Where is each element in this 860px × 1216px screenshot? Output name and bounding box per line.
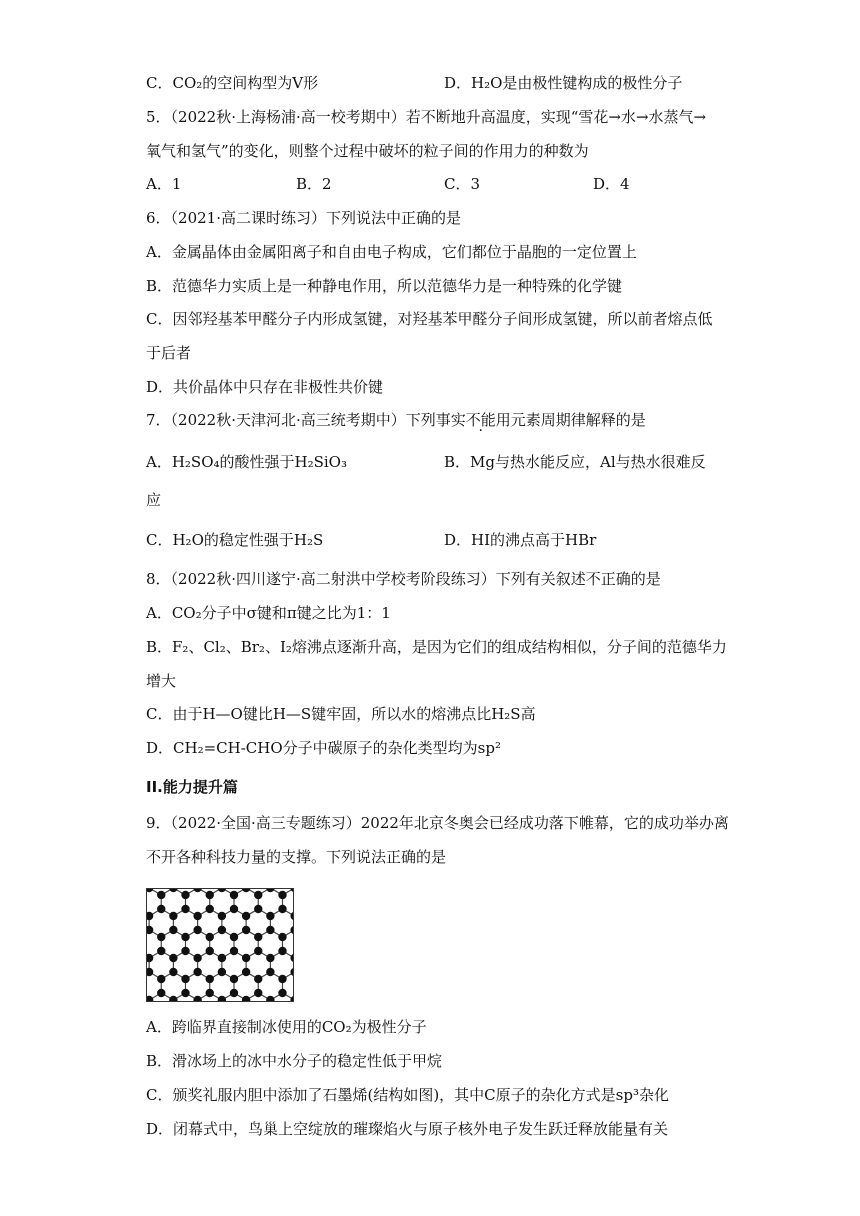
carbon-atom	[218, 954, 226, 962]
q9-option-c: C．颁奖礼服内胆中添加了石墨烯(结构如图)，其中C原子的杂化方式是sp³杂化	[146, 1086, 669, 1104]
carbon-atom	[181, 905, 189, 913]
carbon-atom	[157, 891, 165, 899]
carbon-atom	[218, 968, 226, 976]
carbon-atom	[242, 889, 250, 892]
carbon-atom	[193, 968, 201, 976]
q8-option-d: D．CH₂=CH-CHO分子中碳原子的杂化类型均为sp²	[146, 739, 501, 757]
section-heading: II.能力提升篇	[146, 778, 238, 796]
q7-option-c: C．H₂O的稳定性强于H₂S	[146, 531, 324, 549]
q5-option-a: A．1	[146, 175, 182, 193]
graphene-lattice-svg	[147, 889, 293, 1001]
q7-stem	[146, 410, 646, 430]
carbon-atom	[254, 891, 262, 899]
carbon-atom	[193, 954, 201, 962]
carbon-atom	[278, 975, 286, 983]
carbon-atom	[266, 996, 274, 1001]
q4-option-c: C．CO₂的空间构型为V形	[146, 74, 319, 92]
carbon-atom	[266, 968, 274, 976]
q9-stem-line-1: 9．（2022·全国·高三专题练习）2022年北京冬奥会已经成功落下帷幕，它的成功举办离	[146, 814, 729, 832]
q8-stem: 8．（2022秋·四川遂宁·高二射洪中学校考阶段练习）下列有关叙述不正确的是	[146, 570, 661, 588]
carbon-atom	[147, 968, 153, 976]
carbon-atom	[230, 891, 238, 899]
q6-option-b: B．范德华力实质上是一种静电作用，所以范德华力是一种特殊的化学键	[146, 277, 623, 295]
q6-option-c-line-1: C．因邻羟基苯甲醛分子内形成氢键，对羟基苯甲醛分子间形成氢键，所以前者熔点低	[146, 310, 713, 328]
carbon-atom	[230, 947, 238, 955]
carbon-atom	[242, 954, 250, 962]
carbon-atom	[278, 891, 286, 899]
q7-option-a: A．H₂SO₄的酸性强于H₂SiO₃	[146, 453, 347, 471]
carbon-atom	[218, 912, 226, 920]
q7-stem-pre: 7．（2022秋·天津河北·高三统考期中）下列事实	[146, 411, 466, 429]
carbon-atom	[169, 912, 177, 920]
carbon-atom	[218, 926, 226, 934]
q9-option-a: A．跨临界直接制冰使用的CO₂为极性分子	[146, 1018, 427, 1036]
q6-option-a: A．金属晶体由金属阳离子和自由电子构成，它们都位于晶胞的一定位置上	[146, 243, 637, 261]
carbon-atom	[147, 889, 153, 892]
carbon-atom	[290, 996, 293, 1001]
q9-option-d: D．闭幕式中，鸟巢上空绽放的璀璨焰火与原子核外电子发生跃迁释放能量有关	[146, 1120, 669, 1138]
q8-option-b-line-1: B．F₂、Cl₂、Br₂、I₂熔沸点逐渐升高，是因为它们的组成结构相似，分子间的范德华力	[146, 638, 727, 656]
carbon-atom	[254, 989, 262, 997]
q7-stem-post: 用元素周期律解释的是	[495, 411, 646, 429]
q6-stem: 6．（2021·高二课时练习）下列说法中正确的是	[146, 209, 461, 227]
carbon-atom	[230, 989, 238, 997]
q8-option-a: A．CO₂分子中σ键和π键之比为1：1	[146, 604, 391, 622]
carbon-atom	[290, 912, 293, 920]
q6-option-d: D．共价晶体中只存在非极性共价键	[146, 378, 384, 396]
carbon-atom	[181, 975, 189, 983]
q7-option-d: D．HI的沸点高于HBr	[444, 531, 597, 549]
q9-stem-line-2: 不开各种科技力量的支撑。下列说法正确的是	[146, 848, 447, 866]
carbon-atom	[181, 891, 189, 899]
carbon-atom	[254, 947, 262, 955]
carbon-atom	[230, 975, 238, 983]
carbon-atom	[147, 996, 153, 1001]
carbon-atom	[254, 933, 262, 941]
carbon-atom	[290, 926, 293, 934]
carbon-atom	[242, 968, 250, 976]
carbon-atom	[266, 912, 274, 920]
carbon-atom	[278, 905, 286, 913]
carbon-atom	[254, 905, 262, 913]
q5-option-c: C．3	[444, 175, 481, 193]
carbon-atom	[206, 975, 214, 983]
carbon-atom	[181, 947, 189, 955]
carbon-atom	[266, 889, 274, 892]
carbon-atom	[169, 968, 177, 976]
carbon-atom	[278, 947, 286, 955]
carbon-atom	[193, 926, 201, 934]
carbon-atom	[157, 947, 165, 955]
carbon-atom	[242, 926, 250, 934]
carbon-atom	[193, 889, 201, 892]
carbon-atom	[278, 989, 286, 997]
q7-stem-emphasis: 不能	[465, 411, 496, 429]
carbon-atom	[206, 947, 214, 955]
carbon-atom	[206, 905, 214, 913]
graphene-structure-figure	[146, 888, 294, 1002]
q5-option-d: D．4	[593, 175, 630, 193]
carbon-atom	[242, 996, 250, 1001]
carbon-atom	[147, 954, 153, 962]
carbon-atom	[147, 912, 153, 920]
carbon-atom	[169, 954, 177, 962]
carbon-atom	[193, 996, 201, 1001]
q5-stem-line-2: 氧气和氢气”的变化，则整个过程中破坏的粒子间的作用力的种数为	[146, 142, 589, 160]
carbon-atom	[157, 989, 165, 997]
carbon-atom	[157, 905, 165, 913]
carbon-atom	[157, 975, 165, 983]
q9-option-b: B．滑冰场上的冰中水分子的稳定性低于甲烷	[146, 1052, 443, 1070]
carbon-atom	[278, 933, 286, 941]
q5-stem-line-1: 5．（2022秋·上海杨浦·高一校考期中）若不断地升高温度，实现“雪花→水→水蒸气→	[146, 108, 707, 126]
carbon-atom	[169, 996, 177, 1001]
carbon-atom	[266, 926, 274, 934]
carbon-atom	[181, 933, 189, 941]
carbon-atom	[206, 933, 214, 941]
carbon-atom	[290, 968, 293, 976]
q4-option-d: D．H₂O是由极性键构成的极性分子	[444, 74, 683, 92]
carbon-atom	[218, 996, 226, 1001]
carbon-atom	[230, 905, 238, 913]
carbon-atom	[147, 926, 153, 934]
q7-option-b-line-1: B．Mg与热水能反应，Al与热水很难反	[444, 453, 706, 471]
carbon-atom	[206, 989, 214, 997]
carbon-atom	[157, 933, 165, 941]
carbon-atom	[218, 889, 226, 892]
q5-option-b: B．2	[296, 175, 332, 193]
carbon-atom	[169, 889, 177, 892]
carbon-atom	[242, 912, 250, 920]
q7-option-b-line-2: 应	[146, 491, 162, 509]
carbon-atom	[181, 989, 189, 997]
carbon-atom	[266, 954, 274, 962]
carbon-atom	[290, 954, 293, 962]
carbon-atom	[206, 891, 214, 899]
carbon-atom	[193, 912, 201, 920]
carbon-atom	[254, 975, 262, 983]
q6-option-c-line-2: 于后者	[146, 344, 192, 362]
q8-option-b-line-2: 增大	[146, 672, 177, 690]
q8-option-c: C．由于H—O键比H—S键牢固，所以水的熔沸点比H₂S高	[146, 705, 536, 723]
carbon-atom	[169, 926, 177, 934]
carbon-atom	[230, 933, 238, 941]
